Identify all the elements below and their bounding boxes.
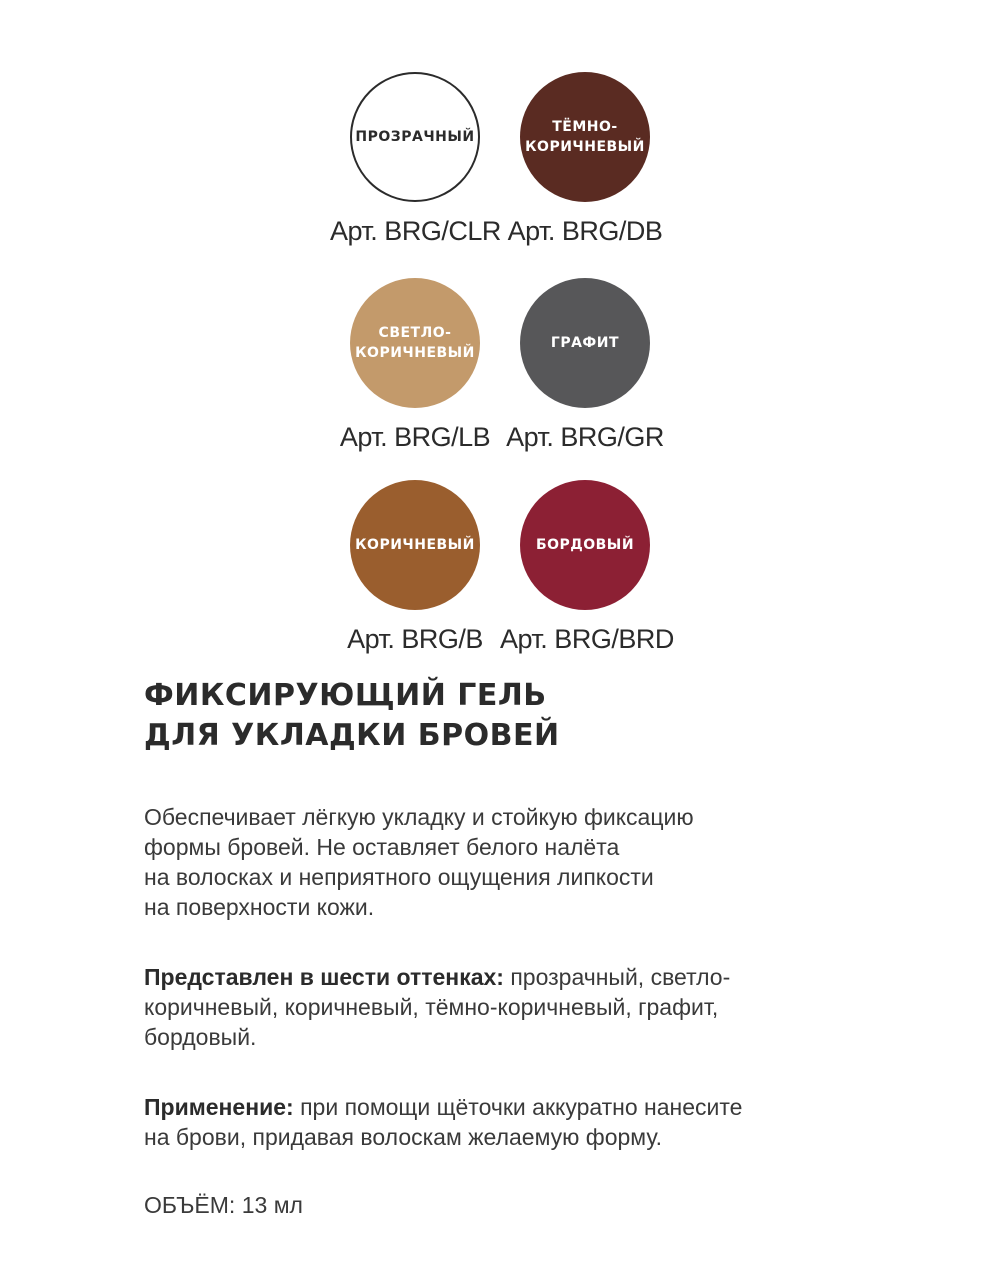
swatch-dark-brown [500, 72, 670, 247]
description-line: на волосках и неприятного ощущения липкости [144, 864, 654, 890]
swatch-label: ГРАФИТ [550, 335, 620, 351]
shades-text: коричневый, коричневый, тёмно-коричневый, графит, [144, 994, 719, 1020]
swatch-label: СВЕТЛО-КОРИЧНЕВЫЙ [355, 325, 475, 361]
swatch-article: Арт. BRG/CLR [330, 216, 501, 246]
swatch-circle [520, 72, 650, 202]
volume-label: ОБЪЁМ: [144, 1192, 236, 1218]
volume-value: 13 мл [235, 1192, 303, 1218]
swatch-clear [330, 72, 500, 247]
usage-label: Применение: [144, 1094, 294, 1120]
usage-text: при помощи щёточки аккуратно нанесите [293, 1094, 743, 1120]
description-line: Обеспечивает лёгкую укладку и стойкую фиксацию [144, 804, 694, 830]
swatch-label: ТЁМНО-КОРИЧНЕВЫЙ [525, 119, 645, 155]
swatch-circle [350, 278, 480, 408]
swatch-burgundy [500, 480, 674, 655]
swatch-brown [330, 480, 500, 655]
swatch-label: ПРОЗРАЧНЫЙ [355, 129, 475, 145]
title-line-2: ДЛЯ УКЛАДКИ БРОВЕЙ [144, 718, 560, 753]
swatch-article: Арт. BRG/BRD [500, 624, 674, 654]
usage-text: на брови, придавая волоскам желаемую форму. [144, 1124, 662, 1150]
swatch-light-brown [330, 278, 500, 453]
product-info [144, 676, 864, 1220]
swatch-circle [350, 72, 480, 202]
swatch-label: БОРДОВЫЙ [535, 537, 635, 553]
swatch-graphite [500, 278, 670, 453]
swatch-circle [350, 480, 480, 610]
swatch-circle [520, 278, 650, 408]
swatch-article: Арт. BRG/DB [507, 216, 663, 246]
product-title [144, 676, 864, 756]
swatch-label: КОРИЧНЕВЫЙ [355, 537, 475, 553]
volume-paragraph [144, 1190, 864, 1220]
usage-paragraph [144, 1092, 864, 1152]
product-description [144, 802, 864, 922]
title-line-1: ФИКСИРУЮЩИЙ ГЕЛЬ [144, 678, 547, 713]
swatch-article: Арт. BRG/LB [339, 422, 491, 452]
description-line: на поверхности кожи. [144, 894, 375, 920]
swatch-article: Арт. BRG/GR [506, 422, 664, 452]
shades-label: Представлен в шести оттенках: [144, 964, 504, 990]
shades-paragraph [144, 962, 864, 1052]
swatch-circle [520, 480, 650, 610]
shades-text: бордовый. [144, 1024, 257, 1050]
description-line: формы бровей. Не оставляет белого налёта [144, 834, 620, 860]
swatch-article: Арт. BRG/B [347, 624, 483, 654]
shades-text: прозрачный, светло- [503, 964, 731, 990]
